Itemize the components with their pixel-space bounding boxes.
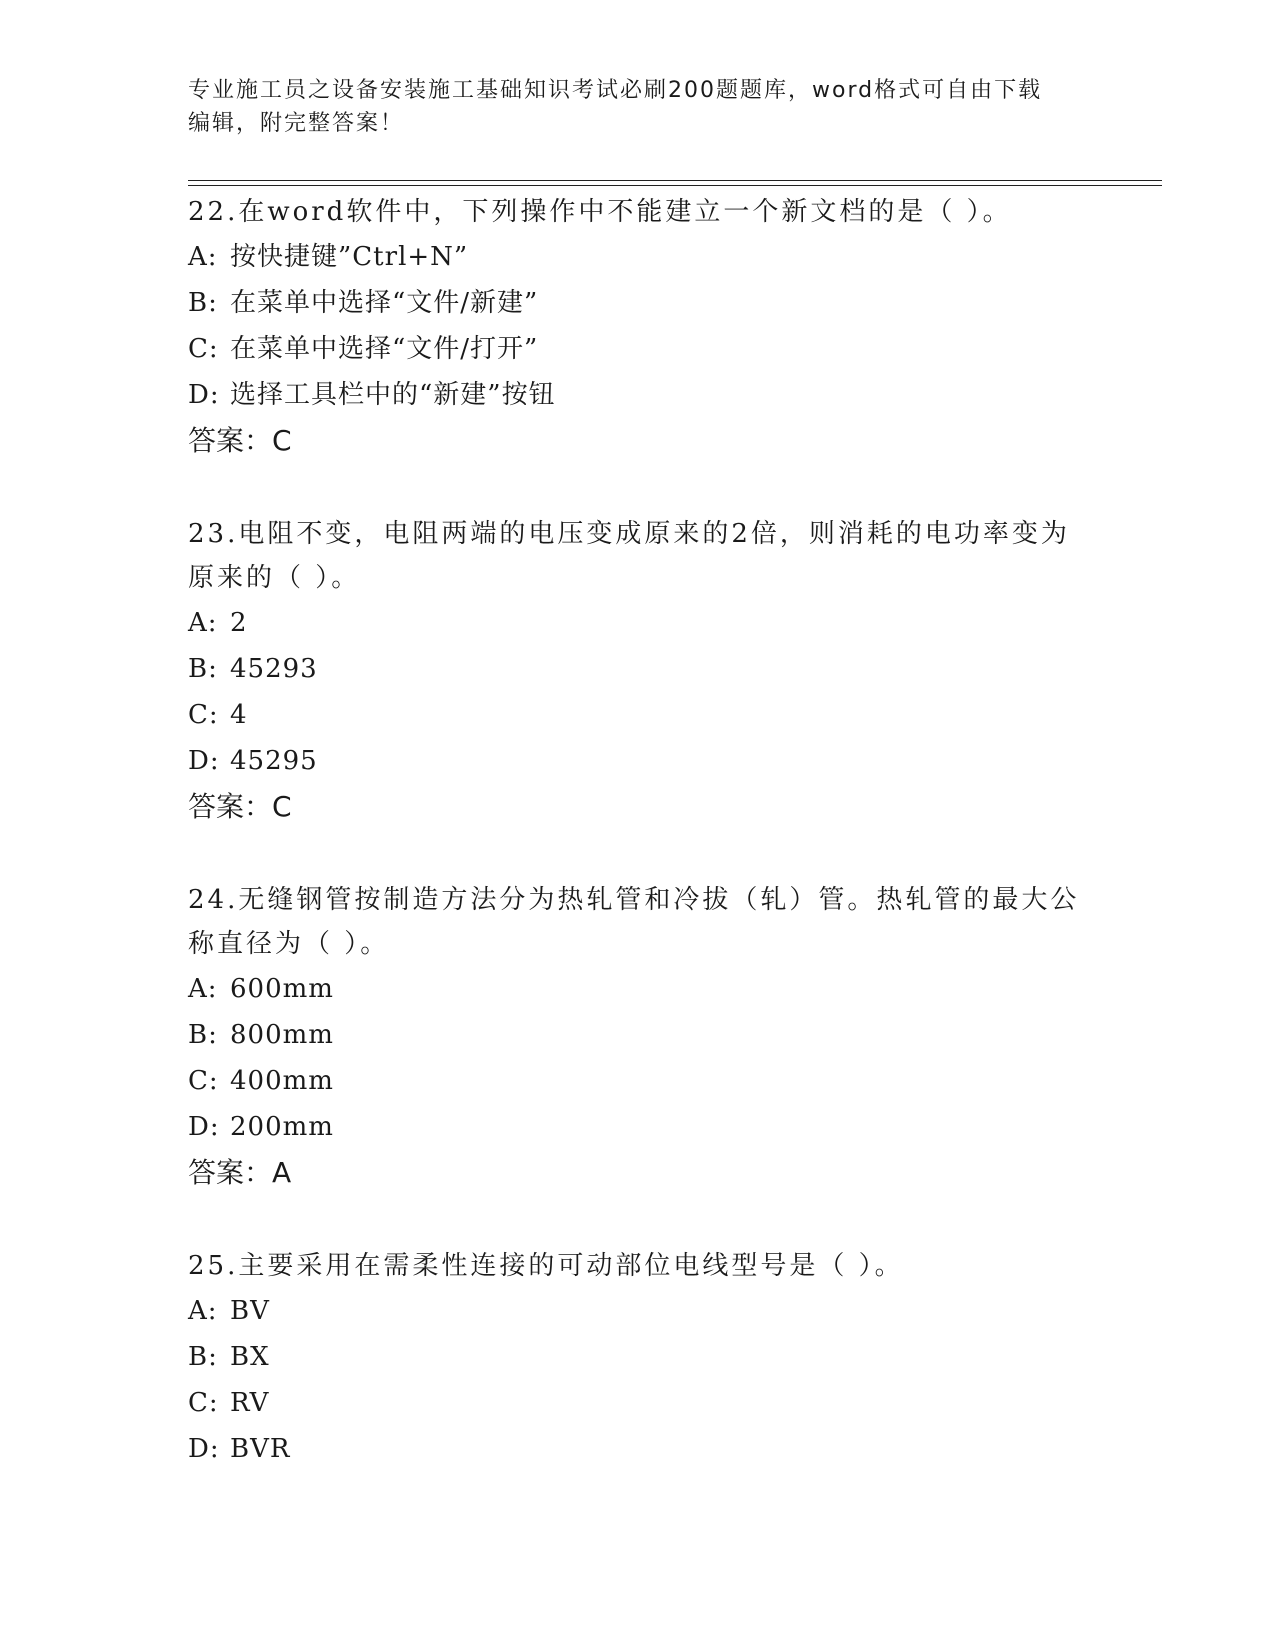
option-letter: B: xyxy=(188,1342,218,1372)
answer-line: 答案：A xyxy=(188,1156,292,1189)
option-letter: A: xyxy=(188,1296,218,1326)
document-header xyxy=(188,74,1068,140)
option-letter: D: xyxy=(188,380,220,410)
option-text: 800mm xyxy=(230,1020,334,1050)
option-letter: D: xyxy=(188,1112,220,1142)
option-c xyxy=(188,692,1088,738)
option-b xyxy=(188,1334,1088,1380)
option-letter: B: xyxy=(188,1020,218,1050)
option-text: 按快捷键”Ctrl+N” xyxy=(230,242,469,272)
option-letter: B: xyxy=(188,654,218,684)
option-text: 45293 xyxy=(230,654,318,684)
option-text: 在菜单中选择“文件/新建” xyxy=(230,288,539,318)
header-title-line-1: 专业施工员之设备安装施工基础知识考试必刷200题题库，word格式可自由下载 xyxy=(188,78,1043,103)
option-d xyxy=(188,372,1088,418)
option-letter: D: xyxy=(188,746,220,776)
option-text: 选择工具栏中的“新建”按钮 xyxy=(230,380,556,410)
option-a xyxy=(188,234,1088,280)
question-list xyxy=(188,190,1088,1520)
option-text: 45295 xyxy=(230,746,318,776)
header-title-line-2: 编辑，附完整答案！ xyxy=(188,111,405,136)
question-stem-line-2: 原来的（ ）。 xyxy=(188,563,361,593)
option-b xyxy=(188,1012,1088,1058)
option-text: 600mm xyxy=(230,974,334,1004)
question-25 xyxy=(188,1244,1088,1472)
option-letter: B: xyxy=(188,288,218,318)
option-text: BV xyxy=(230,1296,270,1326)
question-22 xyxy=(188,190,1088,464)
option-c xyxy=(188,326,1088,372)
header-divider-top xyxy=(188,180,1162,181)
option-letter: D: xyxy=(188,1434,220,1464)
question-stem-line-2: 称直径为（ ）。 xyxy=(188,929,390,959)
option-letter: A: xyxy=(188,242,218,272)
option-a xyxy=(188,966,1088,1012)
question-stem: 25.主要采用在需柔性连接的可动部位电线型号是（ ）。 xyxy=(188,1251,904,1281)
option-b xyxy=(188,646,1088,692)
option-letter: C: xyxy=(188,1066,219,1096)
option-text: 400mm xyxy=(230,1066,334,1096)
option-text: BX xyxy=(230,1342,270,1372)
option-text: RV xyxy=(230,1388,270,1418)
option-letter: C: xyxy=(188,1388,219,1418)
question-23 xyxy=(188,512,1088,830)
option-c xyxy=(188,1058,1088,1104)
option-letter: A: xyxy=(188,974,218,1004)
option-text: 在菜单中选择“文件/打开” xyxy=(230,334,539,364)
header-divider-bottom xyxy=(188,185,1162,186)
question-stem-line-1: 24.无缝钢管按制造方法分为热轧管和冷拔（轧）管。热轧管的最大公 xyxy=(188,885,1080,915)
question-stem: 22.在word软件中，下列操作中不能建立一个新文档的是（ ）。 xyxy=(188,197,1012,227)
answer-line: 答案：C xyxy=(188,424,292,457)
question-24 xyxy=(188,878,1088,1196)
option-d xyxy=(188,1426,1088,1472)
question-stem-line-1: 23.电阻不变，电阻两端的电压变成原来的2倍，则消耗的电功率变为 xyxy=(188,519,1070,549)
option-d xyxy=(188,1104,1088,1150)
option-text: 200mm xyxy=(230,1112,334,1142)
option-letter: C: xyxy=(188,334,219,364)
option-letter: C: xyxy=(188,700,219,730)
option-letter: A: xyxy=(188,608,218,638)
option-a xyxy=(188,600,1088,646)
option-c xyxy=(188,1380,1088,1426)
option-d xyxy=(188,738,1088,784)
option-text: BVR xyxy=(230,1434,291,1464)
option-text: 2 xyxy=(230,608,248,638)
answer-line: 答案：C xyxy=(188,790,292,823)
option-b xyxy=(188,280,1088,326)
option-a xyxy=(188,1288,1088,1334)
option-text: 4 xyxy=(230,700,248,730)
